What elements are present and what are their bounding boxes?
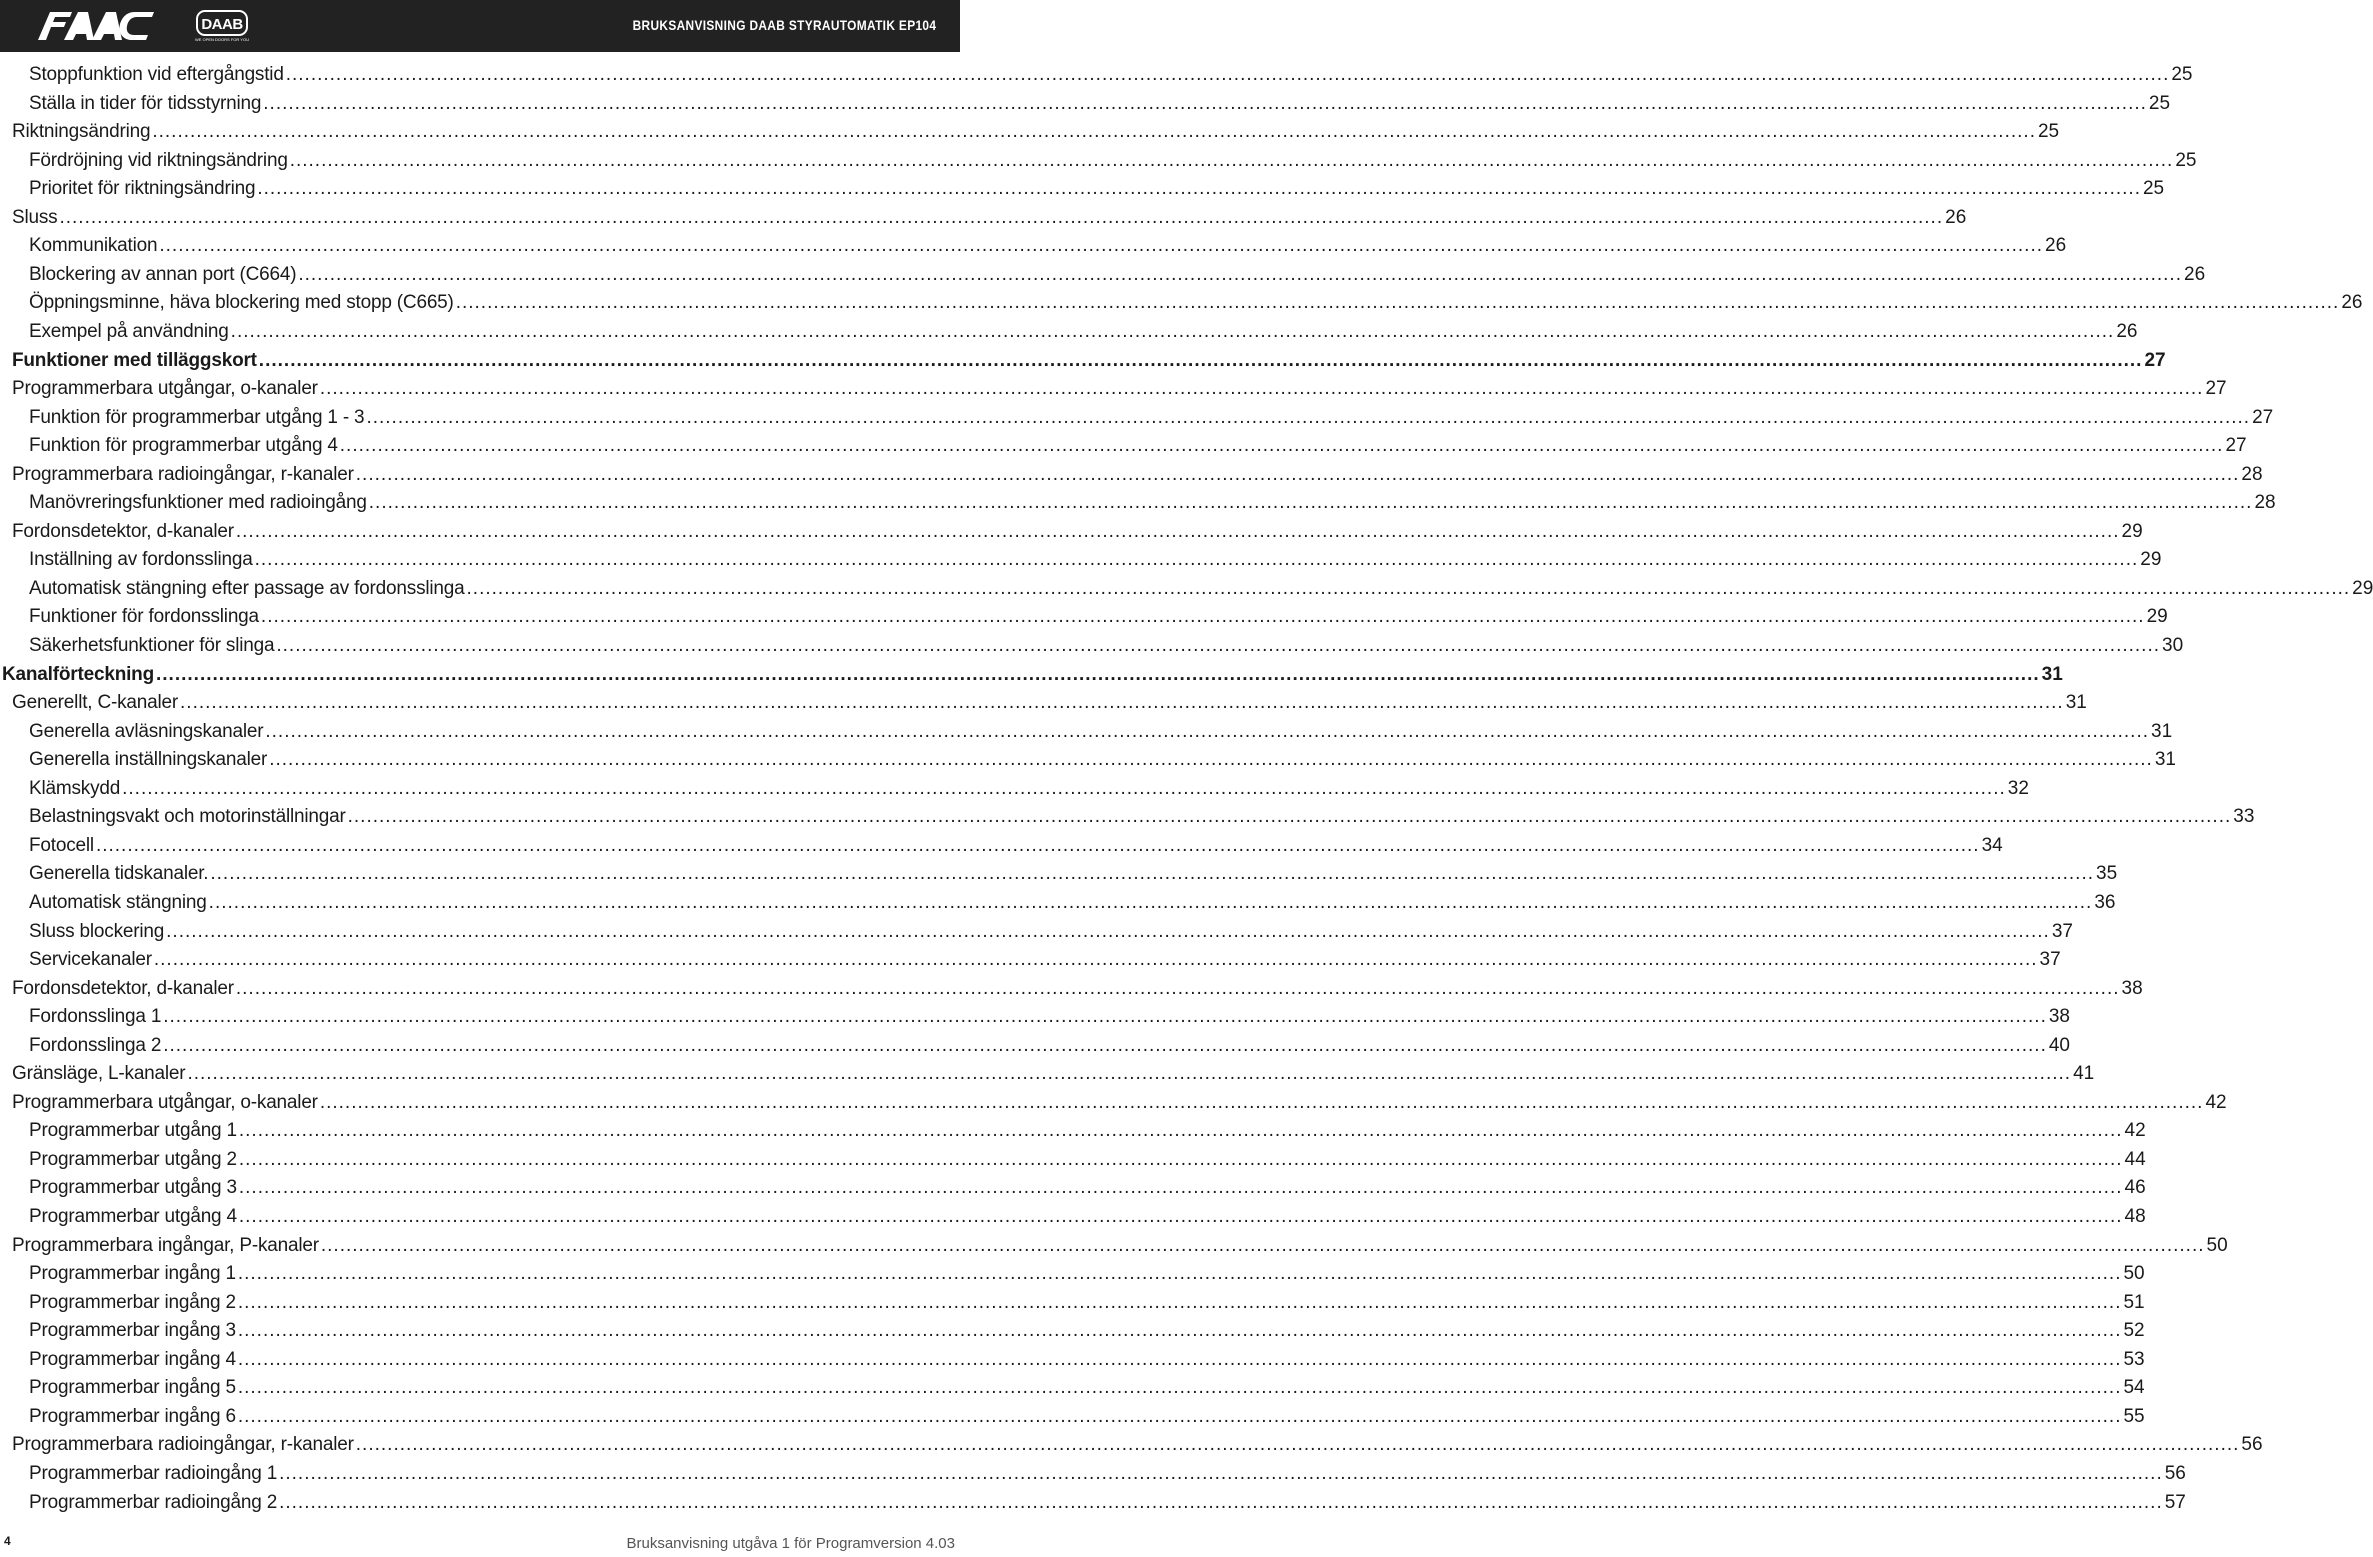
toc-entry-label: Gränsläge, L-kanaler [12,1063,186,1085]
toc-entry[interactable] [29,261,2206,289]
toc-entry[interactable] [12,1232,2228,1260]
toc-entry[interactable] [29,489,2276,517]
toc-entry-page: 27 [2205,378,2227,400]
toc-entry-page: 36 [2094,891,2116,913]
toc-leader-dots: ............................................................................................................................................................................................................................................................................................................ [466,577,2351,599]
toc-entry-label: Belastningsvakt och motorinställningar [29,806,346,828]
toc-leader-dots: ............................................................................................................................................................................................................................................................................................................ [238,1120,2123,1142]
toc-entry[interactable] [29,746,2176,774]
toc-entry-label: Manövreringsfunktioner med radioingång [29,492,367,514]
toc-entry[interactable] [29,1289,2145,1317]
toc-entry-page: 40 [2048,1034,2070,1056]
toc-entry-label: Automatisk stängning [29,891,207,913]
toc-entry-page: 55 [2123,1405,2145,1427]
toc-leader-dots: ............................................................................................................................................................................................................................................................................................................ [298,263,2182,285]
toc-leader-dots: ............................................................................................................................................................................................................................................................................................................ [180,692,2064,714]
toc-entry-page: 31 [2151,720,2173,742]
toc-entry[interactable] [12,689,2087,717]
toc-entry[interactable] [29,147,2197,175]
toc-leader-dots: ............................................................................................................................................................................................................................................................................................................ [237,1377,2122,1399]
toc-entry-page: 32 [2007,777,2029,799]
toc-entry[interactable] [12,1089,2227,1117]
toc-entry-label: Programmerbara ingångar, P-kanaler [12,1234,319,1256]
toc-entry-page: 25 [2175,149,2197,171]
toc-entry-label: Generellt, C-kanaler [12,692,179,714]
toc-leader-dots: ............................................................................................................................................................................................................................................................................................................ [319,378,2204,400]
toc-entry[interactable] [29,946,2061,974]
toc-leader-dots: ............................................................................................................................................................................................................................................................................................................ [237,1263,2122,1285]
page-header [0,0,960,52]
toc-entry-label: Automatisk stängning efter passage av fordonsslinga [29,577,465,599]
toc-entry-page: 42 [2205,1091,2227,1113]
toc-leader-dots: ............................................................................................................................................................................................................................................................................................................ [230,320,2115,342]
toc-entry[interactable] [29,175,2165,203]
toc-entry[interactable] [29,289,2363,317]
toc-entry[interactable] [12,204,1967,232]
toc-entry-label: Funktion för programmerbar utgång 1 - 3 [29,406,365,428]
toc-leader-dots: ............................................................................................................................................................................................................................................................................................................ [285,64,2170,85]
toc-leader-dots: ............................................................................................................................................................................................................................................................................................................ [152,121,2036,143]
toc-entry-page: 27 [2252,406,2274,428]
toc-leader-dots: ............................................................................................................................................................................................................................................................................................................ [257,178,2141,200]
toc-leader-dots: ............................................................................................................................................................................................................................................................................................................ [237,1348,2122,1370]
toc-entry-label: Stoppfunktion vid eftergångstid [29,64,284,85]
toc-leader-dots: ............................................................................................................................................................................................................................................................................................................ [366,406,2251,428]
toc-entry[interactable] [29,1346,2145,1374]
toc-leader-dots: ............................................................................................................................................................................................................................................................................................................ [279,1462,2163,1484]
toc-entry[interactable] [29,803,2255,831]
toc-entry-page: 29 [2121,520,2143,542]
faac-logo [38,12,154,40]
toc-entry[interactable] [12,347,2166,375]
toc-entry[interactable] [29,1489,2186,1517]
toc-entry-page: 37 [2039,949,2061,971]
toc-entry-label: Programmerbar ingång 3 [29,1320,236,1342]
toc-leader-dots: ............................................................................................................................................................................................................................................................................................................ [59,206,1944,228]
toc-entry-label: Programmerbar radioingång 1 [29,1462,278,1484]
toc-leader-dots: ............................................................................................................................................................................................................................................................................................................ [235,977,2120,999]
toc-entry-page: 26 [2341,292,2363,314]
toc-leader-dots: ............................................................................................................................................................................................................................................................................................................ [289,149,2174,171]
toc-leader-dots: ............................................................................................................................................................................................................................................................................................................ [355,1434,2240,1456]
toc-entry-page: 44 [2124,1148,2146,1170]
toc-entry-label: Fordonsslinga 1 [29,1006,162,1028]
toc-leader-dots: ............................................................................................................................................................................................................................................................................................................ [235,520,2120,542]
daab-logo-tagline: WE OPEN DOORS FOR YOU [195,37,249,42]
toc-entry[interactable] [29,1317,2145,1345]
toc-entry-page: 53 [2123,1348,2145,1370]
toc-entry[interactable] [29,918,2073,946]
daab-logo [196,10,248,42]
toc-leader-dots: ............................................................................................................................................................................................................................................................................................................ [210,863,2095,885]
toc-entry-label: Sluss blockering [29,920,165,942]
toc-entry[interactable] [29,1260,2145,1288]
toc-entry-page: 52 [2123,1320,2145,1342]
toc-entry-page: 37 [2051,920,2073,942]
toc-leader-dots: ............................................................................................................................................................................................................................................................................................................ [163,1006,2047,1028]
page-number: 4 [4,1534,11,1548]
toc-entry-label: Fotocell [29,834,94,856]
toc-entry[interactable] [29,546,2162,574]
toc-entry[interactable] [29,1203,2146,1231]
toc-leader-dots: ............................................................................................................................................................................................................................................................................................................ [279,1491,2163,1513]
toc-entry-page: 26 [2116,320,2138,342]
toc-entry-label: Generella tidskanaler. [29,863,209,885]
toc-entry-page: 51 [2123,1291,2145,1313]
toc-entry[interactable] [29,860,2118,888]
toc-entry-label: Fordonsdetektor, d-kanaler [12,520,234,542]
toc-entry-page: 50 [2123,1263,2145,1285]
toc-entry-page: 31 [2065,692,2087,714]
toc-leader-dots: ............................................................................................................................................................................................................................................................................................................ [254,549,2139,571]
toc-entry[interactable] [29,1032,2070,1060]
toc-entry[interactable] [29,1117,2146,1145]
toc-entry[interactable] [29,1460,2186,1488]
toc-entry-page: 46 [2124,1177,2146,1199]
toc-leader-dots: ............................................................................................................................................................................................................................................................................................................ [237,1405,2122,1427]
toc-entry-page: 38 [2121,977,2143,999]
toc-entry[interactable] [29,404,2274,432]
toc-entry-label: Prioritet för riktningsändring [29,178,256,200]
toc-entry-page: 26 [2045,235,2067,257]
toc-entry-page: 48 [2124,1206,2146,1227]
toc-leader-dots: ............................................................................................................................................................................................................................................................................................................ [238,1148,2123,1170]
toc-entry[interactable] [29,1174,2146,1202]
toc-entry-label: Programmerbar ingång 2 [29,1291,236,1313]
toc-leader-dots: ............................................................................................................................................................................................................................................................................................................ [265,720,2150,742]
toc-entry-page: 29 [2352,577,2373,599]
toc-entry-page: 30 [2162,635,2184,656]
toc-leader-dots: ............................................................................................................................................................................................................................................................................................................ [208,891,2093,913]
toc-entry-label: Sluss [12,206,58,228]
toc-entry-label: Kanalförteckning [2,663,154,685]
toc-entry-label: Programmerbar utgång 4 [29,1206,237,1227]
toc-leader-dots: ............................................................................................................................................................................................................................................................................................................ [237,1291,2122,1313]
toc-entry[interactable] [29,575,2373,603]
toc-entry-page: 33 [2233,806,2255,828]
toc-entry[interactable] [29,232,2067,260]
toc-leader-dots: ............................................................................................................................................................................................................................................................................................................ [263,92,2147,114]
toc-entry-label: Programmerbar utgång 2 [29,1148,237,1170]
toc-entry-label: Programmerbar ingång 4 [29,1348,236,1370]
toc-entry-label: Öppningsminne, häva blockering med stopp (C665) [29,292,454,314]
toc-entry-label: Funktion för programmerbar utgång 4 [29,435,338,457]
toc-entry-page: 31 [2041,663,2063,685]
toc-leader-dots: ............................................................................................................................................................................................................................................................................................................ [163,1034,2047,1056]
toc-entry-page: 25 [2037,121,2060,143]
toc-entry-label: Funktioner med tilläggskort [12,349,257,371]
toc-entry-label: Funktioner för fordonsslinga [29,606,259,628]
toc-entry-page: 25 [2148,92,2171,114]
toc-entry[interactable] [12,1060,2095,1088]
toc-leader-dots: ............................................................................................................................................................................................................................................................................................................ [320,1234,2205,1256]
toc-entry-page: 28 [2241,463,2263,485]
toc-entry-page: 29 [2140,549,2162,571]
toc-entry-label: Fordonsdetektor, d-kanaler [12,977,234,999]
toc-leader-dots: ............................................................................................................................................................................................................................................................................................................ [187,1063,2072,1085]
toc-entry-page: 50 [2206,1234,2228,1256]
toc-entry-page: 56 [2164,1462,2186,1484]
toc-entry-label: Programmerbar utgång 3 [29,1177,237,1199]
toc-leader-dots: ............................................................................................................................................................................................................................................................................................................ [269,749,2153,771]
toc-entry[interactable] [29,90,2171,118]
toc-entry-page: 38 [2048,1006,2070,1028]
toc-entry-label: Fördröjning vid riktningsändring [29,149,288,171]
toc-leader-dots: ............................................................................................................................................................................................................................................................................................................ [153,949,2038,971]
toc-entry[interactable] [29,832,2003,860]
toc-leader-dots: ............................................................................................................................................................................................................................................................................................................ [347,806,2232,828]
toc-entry[interactable] [29,889,2116,917]
toc-entry-page: 26 [1945,206,1967,228]
toc-leader-dots: ............................................................................................................................................................................................................................................................................................................ [455,292,2340,314]
toc-entry-page: 31 [2154,749,2176,771]
toc-entry-page: 27 [2144,349,2166,371]
toc-entry-label: Programmerbar ingång 1 [29,1263,236,1285]
toc-entry[interactable] [12,461,2263,489]
toc-entry[interactable] [29,1146,2146,1174]
toc-entry[interactable] [29,432,2247,460]
toc-entry[interactable] [12,518,2143,546]
toc-entry-label: Programmerbar utgång 1 [29,1120,237,1142]
toc-leader-dots: ............................................................................................................................................................................................................................................................................................................ [122,777,2006,799]
toc-entry-page: 28 [2254,492,2276,514]
toc-entry-label: Programmerbara utgångar, o-kanaler [12,378,318,400]
toc-leader-dots: ............................................................................................................................................................................................................................................................................................................ [355,463,2240,485]
daab-logo-text: DAAB [201,16,243,33]
toc-leader-dots: ............................................................................................................................................................................................................................................................................................................ [238,1206,2123,1227]
toc-leader-dots: ............................................................................................................................................................................................................................................................................................................ [237,1320,2122,1342]
toc-entry-label: Blockering av annan port (C664) [29,263,297,285]
toc-entry[interactable] [29,775,2029,803]
toc-entry-page: 42 [2124,1120,2146,1142]
toc-entry[interactable] [29,1374,2145,1402]
toc-entry-page: 54 [2123,1377,2145,1399]
toc-entry-label: Programmerbar ingång 6 [29,1405,236,1427]
toc-entry-page: 56 [2241,1434,2263,1456]
toc-entry[interactable] [29,718,2173,746]
toc-entry-page: 34 [1981,834,2003,856]
toc-entry-page: 26 [2184,263,2206,285]
toc-entry[interactable] [2,661,2063,689]
toc-entry-page: 25 [2142,178,2165,200]
toc-entry-label: Programmerbara utgångar, o-kanaler [12,1091,318,1113]
toc-leader-dots: ............................................................................................................................................................................................................................................................................................................ [339,435,2224,457]
toc-leader-dots: ............................................................................................................................................................................................................................................................................................................ [260,606,2145,628]
toc-entry-label: Generella avläsningskanaler [29,720,264,742]
toc-entry-page: 27 [2225,435,2247,457]
toc-entry-label: Programmerbara radioingångar, r-kanaler [12,463,354,485]
toc-entry-label: Kommunikation [29,235,158,257]
toc-entry-page: 57 [2164,1491,2186,1513]
toc-entry-page: 29 [2146,606,2168,628]
toc-entry-label: Programmerbar ingång 5 [29,1377,236,1399]
toc-entry-label: Programmerbara radioingångar, r-kanaler [12,1434,354,1456]
toc-entry[interactable] [12,118,2060,146]
toc-entry-label: Ställa in tider för tidsstyrning [29,92,262,114]
toc-entry-label: Klämskydd [29,777,121,799]
toc-leader-dots: ............................................................................................................................................................................................................................................................................................................ [95,834,1980,856]
toc-entry[interactable] [29,318,2138,346]
toc-entry[interactable] [29,632,2184,660]
toc-entry-page: 35 [2096,863,2118,885]
toc-entry[interactable] [29,1403,2145,1431]
toc-entry[interactable] [12,975,2143,1003]
toc-leader-dots: ............................................................................................................................................................................................................................................................................................................ [276,635,2161,656]
toc-entry-label: Servicekanaler [29,949,152,971]
toc-entry[interactable] [29,1003,2070,1031]
toc-entry-label: Fordonsslinga 2 [29,1034,162,1056]
toc-entry[interactable] [29,603,2168,631]
toc-entry-label: Generella inställningskanaler [29,749,268,771]
toc-leader-dots: ............................................................................................................................................................................................................................................................................................................ [156,663,2040,685]
toc-leader-dots: ............................................................................................................................................................................................................................................................................................................ [368,492,2253,514]
toc-leader-dots: ............................................................................................................................................................................................................................................................................................................ [166,920,2050,942]
toc-leader-dots: ............................................................................................................................................................................................................................................................................................................ [238,1177,2123,1199]
toc-entry-label: Programmerbar radioingång 2 [29,1491,278,1513]
toc-entry-label: Exempel på användning [29,320,229,342]
toc-entry[interactable] [29,61,2193,89]
document-title: BRUKSANVISNING DAAB STYRAUTOMATIK EP104 [632,17,936,33]
toc-entry-page: 41 [2073,1063,2095,1085]
toc-entry-label: Säkerhetsfunktioner för slinga [29,635,275,656]
toc-entry[interactable] [12,375,2227,403]
toc-leader-dots: ............................................................................................................................................................................................................................................................................................................ [159,235,2044,257]
toc-leader-dots: ............................................................................................................................................................................................................................................................................................................ [258,349,2143,371]
toc-leader-dots: ............................................................................................................................................................................................................................................................................................................ [319,1091,2204,1113]
toc-entry-page: 25 [2171,64,2193,85]
toc-entry-label: Riktningsändring [12,121,151,143]
toc-entry-label: Inställning av fordonsslinga [29,549,253,571]
footer-version-text: Bruksanvisning utgåva 1 för Programversion 4.03 [626,1535,955,1552]
toc-entry[interactable] [12,1431,2263,1459]
